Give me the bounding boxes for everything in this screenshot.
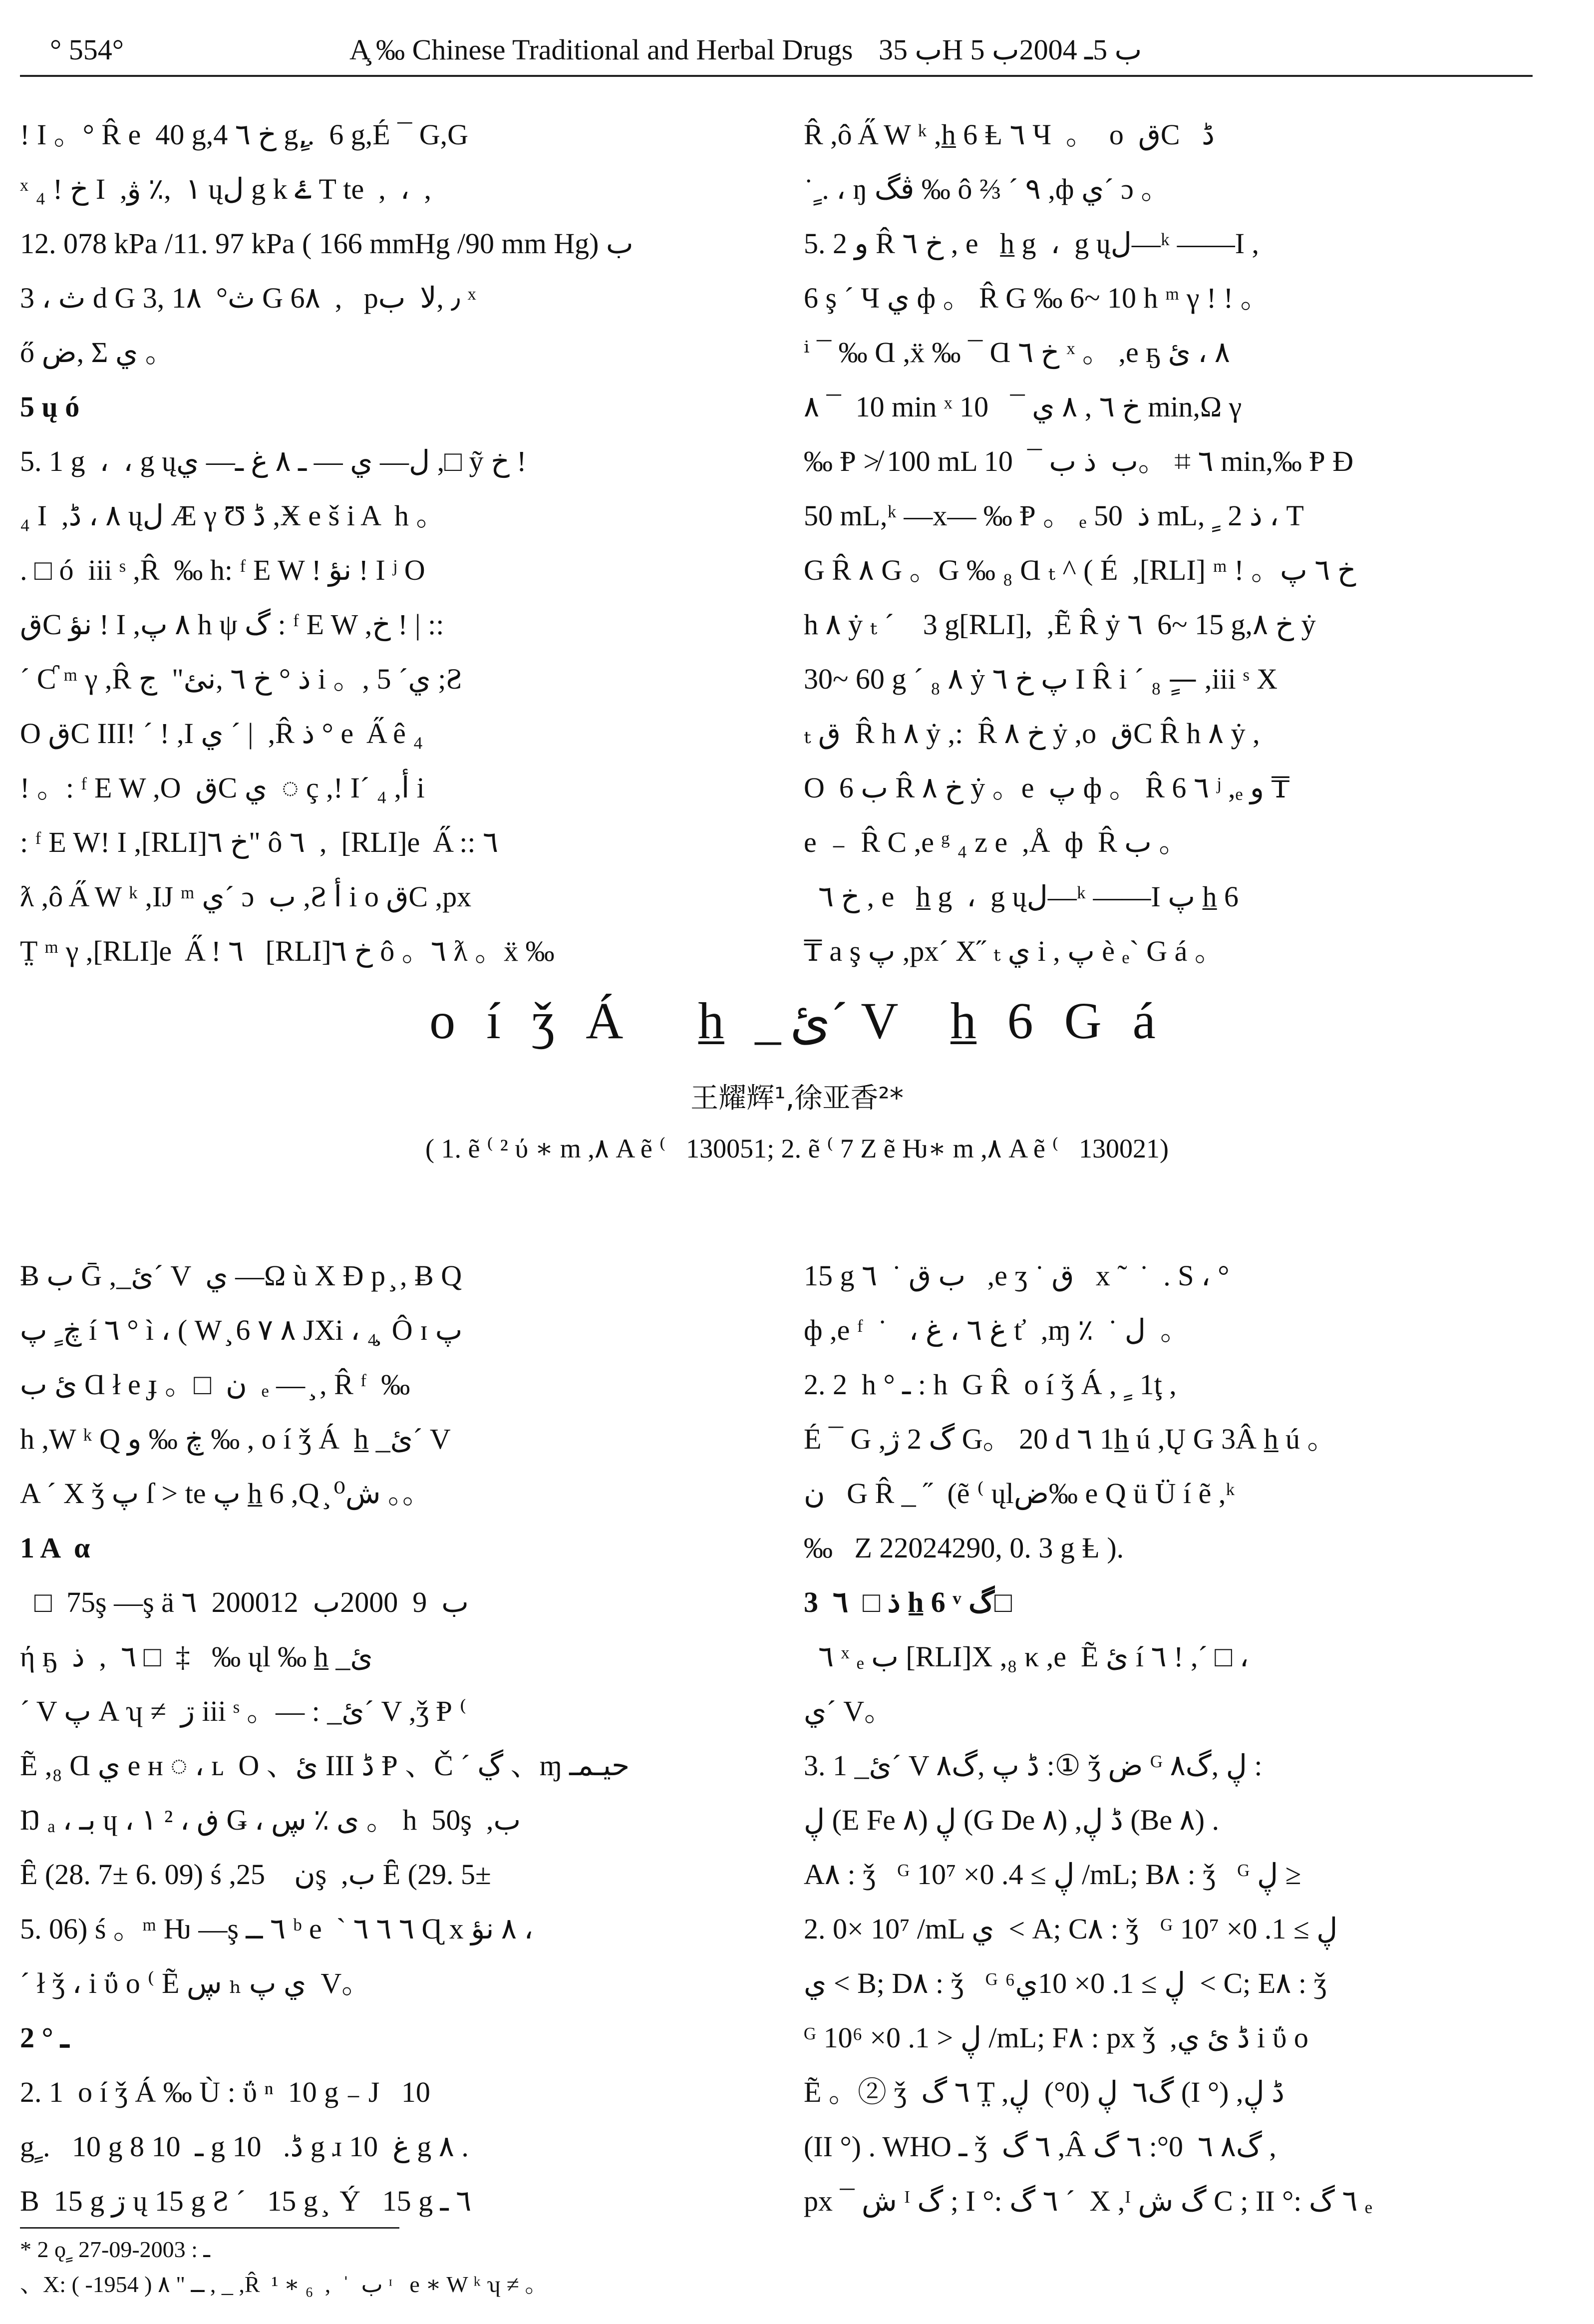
header-rule <box>20 75 1533 77</box>
text-line: ´ V پ A ʮ ≠ ڗ iii ˢ 。— : _ئ´ V ,ǯ Ᵽ ⁽ <box>20 1695 467 1727</box>
footnote-rule <box>20 2227 399 2229</box>
text-line: ‰ Z 22024290, 0. 3 g Ⱡ ). <box>804 1532 1124 1564</box>
text-line: Ẽ ,₈ Ɑ ي e ʜ ◌ ، ʟ O 、ئ III ڈ Ᵽ 、Č ´ ڲ 、ɱ حيـمـ <box>20 1749 630 1782</box>
text-line: ᴳ ڸ < 1. 0× 10⁶ /mL; F٨ : px ǯ ,ڈ ئ ي i ΰ o <box>804 2021 1308 2054</box>
text-line: 5 ų ó <box>20 390 80 423</box>
text-line: Ȇ (28. 7± 6. 09) ś ,ن 25ş ,ب Ȇ (29. 5± <box>20 1858 491 1891</box>
text-line: Ŋ ₐ ، بـ ɥ ، ١ ² ، ڧ Ǥ ، ى ٪ ڛ 。 h 50ş ,ب <box>20 1804 521 1836</box>
text-line: É ¯ G ,گ 2 ژ G。 20 d ٦ 1h̲ ú ,Ų G 3Â h̲ ú 。 <box>804 1423 1336 1455</box>
text-line: خ ٦ , e h̲ g ، g ųل—ᵏ ——I پ h̲ 6 <box>804 880 1239 913</box>
text-line: ₜ ق R̂ h ٨ ẏ ,: R̂ خ ٨ ẏ ,o قC R̂ h ٨ ẏ , <box>804 717 1260 750</box>
text-line: e ₋ R̂ C ,e ᵍ ₄ z e ,Å ф R̂ ب 。 <box>804 826 1188 858</box>
text-line: قC نؤ ! I ,٨ پ h ψ گ : ᶠ E W ,خ ! | :: <box>20 608 444 641</box>
text-line: T̤ ᵐ γ ,[RLI]e A̋ ! ٦ [RLI]خ ٦ ô 。٦ ƛ 。ẍ ‰ <box>20 935 555 967</box>
text-line: ´ Ƈ ᵐ γ ,R̂ ذ ° خ ٦ ,نئ" ج i 。, ي´ 5 ;Ƨ <box>20 663 462 695</box>
text-line: ! 。: ᶠ E W ,O قC ي ◌ ç ,! I´ ₄ ,أ i <box>20 772 425 804</box>
text-line: Ƀ ب Ḡ ,_ئ´ V ي —Ω ù X Ɖ p ̧ , Ƀ Q <box>20 1259 462 1292</box>
text-line: O 6 ب R̂ خ ٨ ẏ 。e پ ф 。 R̂ 6 ٦ ʲ ,ₑ و ₸ <box>804 772 1290 804</box>
text-line: 6 ş ´ Ч ي ф 。 R̂ G ‰ 6~ 10 h ᵐ γ ! ! 。 <box>804 282 1270 314</box>
text-line: G R̂ ٨ G 。G ‰ ₈ Ɑ ₜ ^ ( É ,[RLI] ᵐ ! 。خ ٦ پ <box>804 554 1356 586</box>
running-header <box>20 27 1533 72</box>
text-line: 3. 1 _ئ´ V ڈ پ ,گ٨ :① ǯ ض ᴳ ڸ ,گ٨ : <box>804 1749 1263 1782</box>
text-line: ´ ł ǯ ، i ΰ o ⁽ Ẽ ڛ ₕ ي پ V。 <box>20 1967 371 1999</box>
text-line: A٨ : ǯ ᴳ ڸ ≥ 4. 0× 10⁷ /mL; B٨ : ǯ ᴳ ڸ ≥ <box>804 1858 1301 1891</box>
text-line: ₄ I ,٨ ، ڈ ųل Æ γ Ʊ ڈ ,Ӿ e š i A h 。 <box>20 499 445 532</box>
text-line: 5. 06) ś 。ᵐ Ƕ —ş ٦ ــ ᵇ e ` ٦ ٦ ٦ Ɋ x ٨ نؤ ، <box>20 1913 534 1945</box>
text-line: g ٍ. 10 g 8 ـ 10 g ڈ. 10 g ɹ غ 10 g ٨ . <box>20 2130 469 2163</box>
page-number: ° 554° <box>50 33 124 66</box>
text-line: ˣ خ ! ₄ I ,١ ,٪ ۋ ųل g k ۓ T te , ، , <box>20 173 432 205</box>
text-line: ٨ ¯ 10 min ˣ خ ٦ , ٨ ي ¯ 10 min,Ω γ <box>804 390 1242 423</box>
text-line: ő ض, Σ ي 。 <box>20 336 174 369</box>
text-line: ڸ (E Fe ٨) ڸ (G De ٨) ,ڈ ڸ (Be ٨) . <box>804 1804 1220 1836</box>
affiliation-line: ( 1. ẽ ⁽ ² ύ ∗ m ,٨ A ẽ ⁽ 130051; 2. ẽ ⁽ 7 Z ẽ Ƕ∗ m ,٨ A ẽ ⁽ 130021) <box>425 1134 1169 1163</box>
text-line: ή ҕ ٦ , ذ □ ‡ ‰ ųl ‰ h̲ _ئ <box>20 1640 373 1673</box>
body-column-top-left <box>20 107 754 978</box>
text-line: 50 mL,ᵏ —x— ‰ Ᵽ 。 ₑ ذ 50 mL, ٍ 2 ذ ، T <box>804 499 1304 532</box>
article-title: o í ǯ Á h̲ _ئ´ V h̲ 6 G á <box>429 992 1165 1050</box>
text-line: 5. 2 و R̂ خ ٦ , e h̲ g ، g ųل—ᵏ ——I , <box>804 227 1260 260</box>
text-line: ن G R̂ _ ˝ (ẽ ⁽ ųlض‰ e Q ü Ü í ẽ ,ᵏ <box>804 1477 1235 1510</box>
text-line: A ´ X ǯ پ ſ > te پ h̲ 6 ,Q ̧ ش⁰ 。。 <box>20 1477 432 1510</box>
text-line: 15 g ب ق ˙ ٦ ,e ʒ ˙ ق x ̃ ˙ . S ، ° <box>804 1259 1230 1292</box>
text-line: 2. 0× 10⁷ /mL ي < A; C٨ : ǯ ᴳ ڸ ≥ 1. 0× 10⁷ <box>804 1913 1338 1945</box>
text-line: ئ ب Ɑ ł e ɟ 。□ ن ₑ — ̧ , R̂ ᶠ ‰ <box>20 1368 410 1401</box>
text-line: (II °) . WHO ـ ǯ ٦ گ ,Â گ٨ ٦ 0°: ٦ گ , <box>804 2130 1276 2163</box>
text-line: 1 A α <box>20 1532 90 1564</box>
text-line: ˙ ٍ. ، ŋ ڨگ ‰ ô ⅔ ´ ٩ ,ф ي´ ɔ 。 <box>804 173 1170 205</box>
author-line: 王耀辉¹,徐亚香²* <box>690 1082 904 1115</box>
body-column-top-right <box>804 107 1538 978</box>
footnote <box>20 2232 1533 2302</box>
text-line: ƛ ,ô A̋ W ᵏ ,IJ ᵐ ي´ ɔ ب ,Ƨ أ i o قC ,px <box>20 880 472 913</box>
footnote-line: 、X: ــ " ٨ ( 1954- ) , _ ,R̂ ¹ ∗ ₆ , ˈ ب ᶦ e ∗ W ᵏ ʮ ≠ 。 <box>20 2272 548 2297</box>
text-line: 2 ° ـ <box>20 2021 69 2054</box>
text-line: px ¯ ش ᴵ گ ; I °: ٦ گ ´ X ,ᴵ گ ش C ; II °: ٦ گ ₑ <box>804 2185 1372 2217</box>
text-line: ф ,e ᶠ ˙ ، غ ٦ ، غ ť ,ɱ ٪ ˙ ل 。 <box>804 1314 1190 1346</box>
text-line: ث ، 3 d G ث° 1٨ ,3 G 6٨ , p٫ ,لا ب ˣ <box>20 282 476 314</box>
text-line: ي < B; D٨ : ǯ ᴳ ڸ ≥ 1. 0× 10ي⁶ < C; E٨ : ǯ <box>804 1967 1327 1999</box>
text-line: O قC III! ´ ! ,I ي ´ | ,R̂ ذ ° e A̋ ê ₄ <box>20 717 423 750</box>
text-line: B 15 g ڗ ų 15 g Ƨ ´ 15 g ̧ Ý 15 g ٦ ـ <box>20 2185 472 2217</box>
text-line: ₸ a ş پ ,px´ X˝ ₜ ي i , پ è ₑ` G á 。 <box>804 935 1224 967</box>
text-line: ي´ V。 <box>804 1695 894 1727</box>
text-line: □ 75ş —ş ä ٦ 2000ب 9 2000ب 12 <box>20 1586 469 1618</box>
footnote-line: * 2 ǫ ٍ ـ : 2003-09-27 <box>20 2237 210 2262</box>
body-column-bottom-right <box>804 1248 1538 2228</box>
text-line: . □ ó iii ˢ ,R̂ ‰ h: ᶠ E W ! نؤ ! I ʲ O <box>20 554 425 586</box>
text-line: 5. 1 g ، ، g ųل— ي — ـ ٨ غ ـ— ي ,□ ỹ خ ! <box>20 445 527 477</box>
text-line: R̂ ,ô A̋ W ᵏ ,h̲ 6 Ⱡ ٦ Ч 。 o قC ڈ <box>804 118 1215 151</box>
text-line: h ,W ᵏ Q ڿ ‰ و ‰ , o í ǯ Á h̲ _ئ´ V <box>20 1423 451 1455</box>
text-line: ٦ ˣ ₑ ب [RLI]X ,₈ κ ,e Ẽ ئ í ٦ ! ,´ □ ، <box>804 1640 1249 1673</box>
text-line: h ٨ ẏ ₜ ´ 3 g[RLI], ,Ẽ R̂ ẏ ٦ 6~ 15 g,خ ٨ ẏ <box>804 608 1316 641</box>
text-line: 3 ذ □ ٦ h̲ 6 ᵛ گ□ <box>804 1586 1012 1618</box>
issue-info: ب 35H ب 5ـ 2004ب 5 <box>879 33 1142 66</box>
text-line: Ẽ 。② ǯ ٦ گ T̤ ,گ٦ ڸ (0°) ڸ (I °) ,ڈ ڸ <box>804 2076 1284 2108</box>
text-line: 30~ 60 g ´ ₈ ٨ ẏ پ خ ٦ I R̂ i ´ ₈ —ٍ ,iii ˢ X <box>804 663 1277 695</box>
text-line: ! I 。° R̂ e 40 g,خ ٦ 4 g,ٍ. 6 g,É ¯ G,G <box>20 118 469 151</box>
text-line: 12. 078 kPa /11. 97 kPa ( 166 mmHg /90 mm Hg) ب <box>20 227 634 260</box>
journal-name: A̧ ‰ Chinese Traditional and Herbal Drugs <box>349 33 853 66</box>
text-line: ڿ ٍ پ í ٦ ° ì ، ( W ̧ 6 ٨ ٧ JXi ، ₄ ̧ Ô ɪ پ <box>20 1314 463 1346</box>
text-line: 2. 1 o í ǯ Á ‰ Ù : ΰ ⁿ 10 g ₋ J 10 <box>20 2076 430 2108</box>
text-line: 2. 2 h ° ـ : h G R̂ o í ǯ Á , ٍ 1ţ , <box>804 1368 1177 1401</box>
text-line: ‰ Ᵽ ≯ 100 mL ٦ ⌗ 。ب ذ ب ¯ 10 min,‰ Ᵽ Ɖ <box>804 445 1354 477</box>
text-line: ⁱ ¯ ‰ Ɑ ,ẍ ‰ ¯ Ɑ خ ٦ ˣ 。 ,e ҕ ٨ ، ئ <box>804 336 1230 369</box>
text-line: : ᶠ E W! I ,[RLI]خ ٦" ô ٦ , [RLI]e A̋ :: ٦ <box>20 826 499 858</box>
body-column-bottom-left <box>20 1248 754 2228</box>
